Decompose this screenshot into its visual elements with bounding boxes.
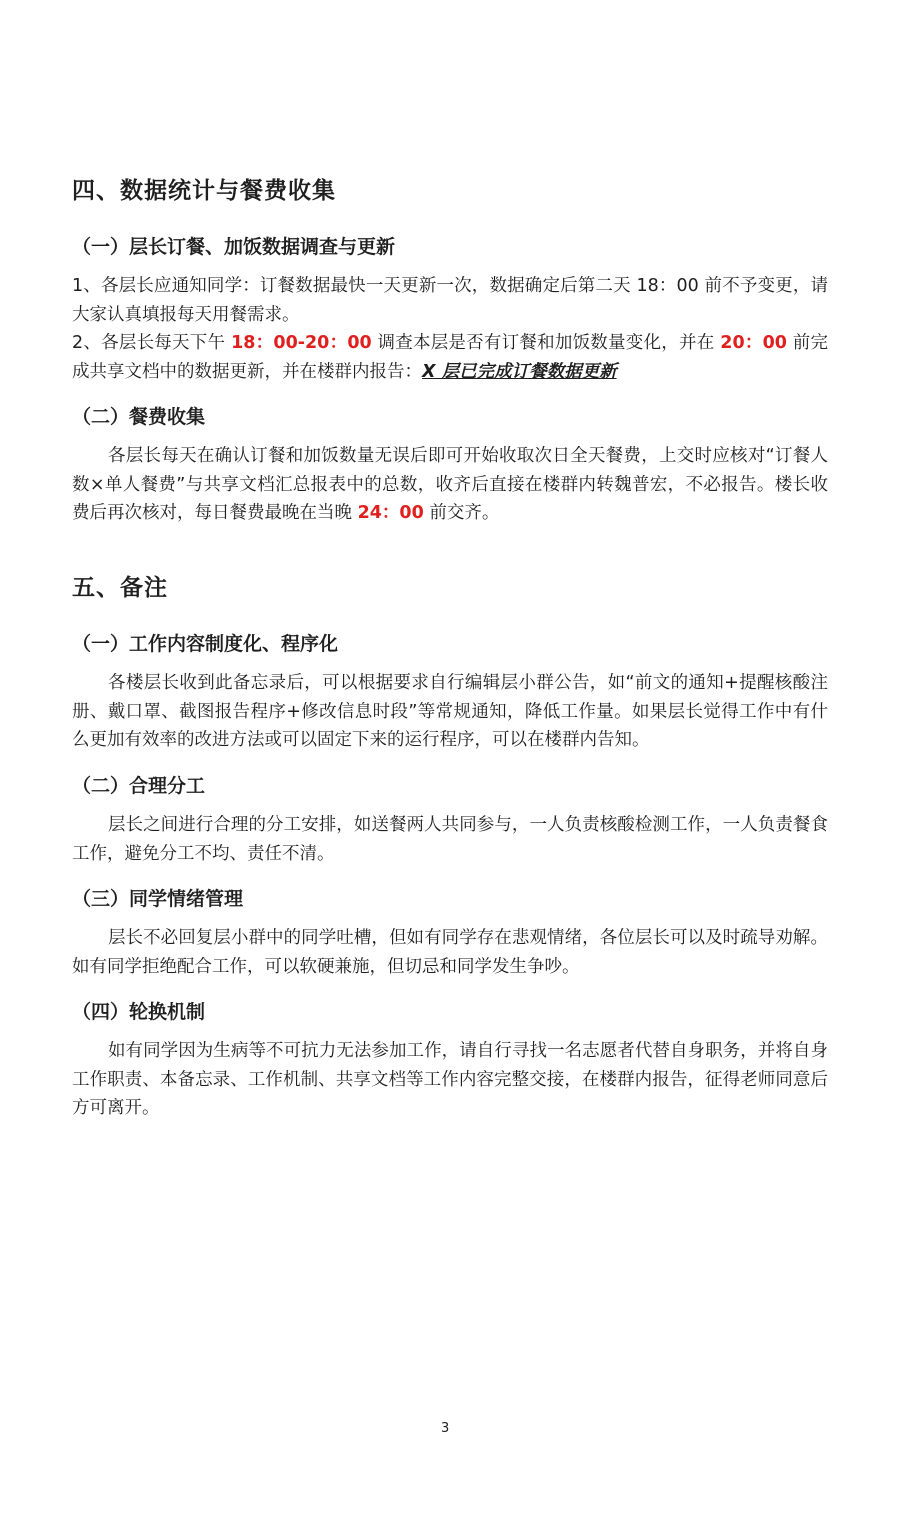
fee-text-a: 各层长每天在确认订餐和加饭数量无误后即可开始收取次日全天餐费，上交时应核对“订餐人数×单人餐费”与共享文档汇总报表中的总数，收齐后直接在楼群内转魏普宏，不必报告。楼长收费后再次核对，每日餐费最晚在当晚 xyxy=(72,446,828,523)
section-5-1-paragraph: 各楼层长收到此备忘录后，可以根据要求自行编辑层小群公告，如“前文的通知+提醒核酸注册、戴口罩、截图报告程序+修改信息时段”等常规通知，降低工作量。如果层长觉得工作中有什么更加有效率的改进方法或可以固定下来的运行程序，可以在楼群内告知。 xyxy=(72,673,828,750)
item-2-text-c: 前完成共享文档中的数据更新，并在楼群内报告： xyxy=(72,333,828,382)
item-2-text-a: 2、各层长每天下午 xyxy=(72,333,232,353)
section-5-3-paragraph: 层长不必回复层小群中的同学吐槽，但如有同学存在悲观情绪，各位层长可以及时疏导劝解。如有同学拒绝配合工作，可以软硬兼施，但切忌和同学发生争吵。 xyxy=(72,928,828,977)
section-5-heading: 五、备注 xyxy=(72,575,168,601)
section-5-4-paragraph: 如有同学因为生病等不可抗力无法参加工作，请自行寻找一名志愿者代替自身职务，并将自身工作职责、本备忘录、工作机制、共享文档等工作内容完整交接，在楼群内报告，征得老师同意后方可离开。 xyxy=(72,1041,828,1118)
page-number: 3 xyxy=(441,1421,450,1436)
survey-time-range: 18：00-20：00 xyxy=(231,333,372,353)
section-4-1-item-2 xyxy=(72,329,828,386)
section-5-1-heading: （一）工作内容制度化、程序化 xyxy=(72,633,339,655)
section-4-2-paragraph xyxy=(72,442,828,528)
section-5-3-heading: （三）同学情绪管理 xyxy=(72,888,244,910)
section-4-2-heading: （二）餐费收集 xyxy=(72,406,206,428)
item-2-text-b: 调查本层是否有订餐和加饭数量变化，并在 xyxy=(371,333,721,353)
fee-text-b: 前交齐。 xyxy=(423,503,500,523)
section-5-2-paragraph: 层长之间进行合理的分工安排，如送餐两人共同参与，一人负责核酸检测工作，一人负责餐食工作，避免分工不均、责任不清。 xyxy=(72,815,828,864)
section-4-1-item-1: 1、各层长应通知同学：订餐数据最快一天更新一次，数据确定后第二天 18：00 前不予变更，请大家认真填报每天用餐需求。 xyxy=(72,276,828,325)
section-4-1-heading: （一）层长订餐、加饭数据调查与更新 xyxy=(72,236,396,258)
section-4-heading: 四、数据统计与餐费收集 xyxy=(72,178,336,204)
report-template: X 层已完成订餐数据更新 xyxy=(422,361,617,382)
fee-deadline: 24：00 xyxy=(357,503,424,523)
update-deadline: 20：00 xyxy=(720,333,787,353)
section-5-2-heading: （二）合理分工 xyxy=(72,775,206,797)
section-5-4-heading: （四）轮换机制 xyxy=(72,1001,206,1023)
